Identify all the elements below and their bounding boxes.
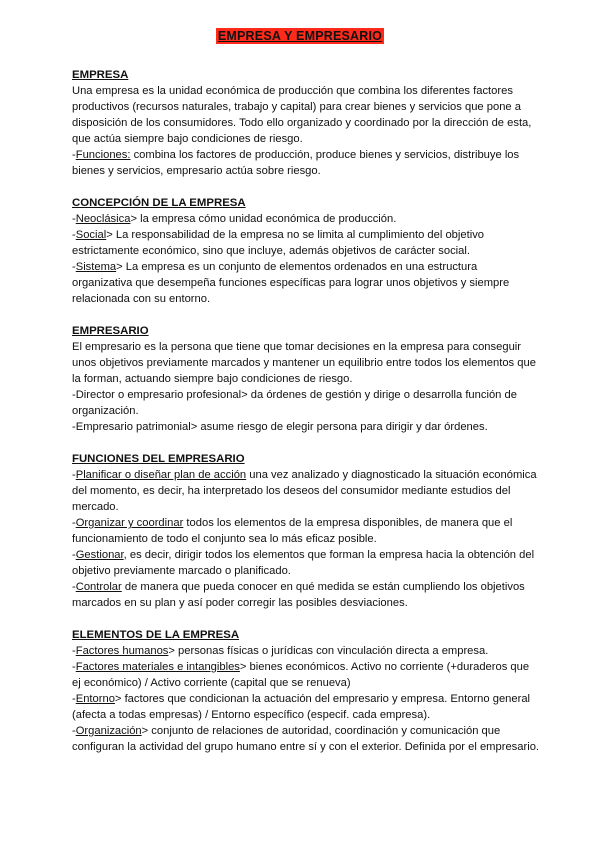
- title-wrap: [60, 28, 540, 45]
- item-prefix: -: [72, 149, 76, 161]
- paragraph: [72, 211, 540, 227]
- item-term: Organización: [75, 725, 142, 737]
- item-term: Funciones:: [75, 149, 131, 161]
- item-text: > conjunto de relaciones de autoridad, coordinación y comunicación que configuran la actividad del grupo humano entre sí y con el exterior. Definida por el empresario.: [72, 725, 540, 753]
- paragraph: [72, 339, 540, 387]
- item-text: de manera que pueda conocer en qué medida se están cumpliendo los objetivos marcados en su plan y así poder corregir las posibles desviaciones.: [72, 581, 525, 609]
- item-term: Gestionar: [75, 549, 124, 561]
- item-prefix: -: [72, 261, 76, 273]
- item-prefix: -: [72, 581, 76, 593]
- item-text: todos los elementos de la empresa disponibles, de manera que el funcionamiento de todo el conjunto sea lo más eficaz posible.: [72, 517, 513, 545]
- item-term: Social: [75, 229, 107, 241]
- item-term: Sistema: [75, 261, 117, 273]
- paragraph: [72, 467, 540, 515]
- item-term: Planificar o diseñar plan de acción: [75, 469, 247, 481]
- paragraph: [72, 643, 540, 659]
- paragraph: [72, 691, 540, 723]
- item-text: El empresario es la persona que tiene que tomar decisiones en la empresa para conseguir unos objetivos previamente marcados y mantener un equilibrio entre todos los elementos que la forman, actuando siempre bajo condiciones de riesgo.: [72, 341, 536, 385]
- item-prefix: -: [72, 549, 76, 561]
- section: [72, 323, 540, 435]
- item-prefix: -: [72, 213, 76, 225]
- item-text: > factores que condicionan la actuación del empresario y empresa. Entorno general (afecta a todas empresas) / Entorno específico (especif. cada empresa).: [72, 693, 531, 721]
- section-heading: FUNCIONES DEL EMPRESARIO: [72, 453, 245, 465]
- item-prefix: -: [72, 229, 76, 241]
- paragraph: [72, 83, 540, 147]
- item-term: Factores humanos: [75, 645, 169, 657]
- section-heading: EMPRESARIO: [72, 325, 149, 337]
- item-text: > personas físicas o jurídicas con vinculación directa a empresa.: [168, 645, 489, 657]
- section: [72, 627, 540, 755]
- item-prefix: -: [72, 661, 76, 673]
- section: [72, 195, 540, 307]
- paragraph: [72, 659, 540, 691]
- item-term: Controlar: [75, 581, 122, 593]
- item-text: > la empresa cómo unidad económica de producción.: [130, 213, 397, 225]
- paragraph: [72, 515, 540, 547]
- paragraph: [72, 147, 540, 179]
- section: [72, 67, 540, 179]
- item-text: , es decir, dirigir todos los elementos que forman la empresa hacia la obtención del objetivo previamente marcado o planificado.: [72, 549, 535, 577]
- item-prefix: -: [72, 693, 76, 705]
- item-prefix: -: [72, 517, 76, 529]
- item-text: combina los factores de producción, produce bienes y servicios, distribuye los bienes y servicios, empresario actúa sobre riesgo.: [72, 149, 520, 177]
- item-text: > La responsabilidad de la empresa no se limita al cumplimiento del objetivo estrictamente económico, sino que incluye, además objetivos de carácter social.: [72, 229, 485, 257]
- document-title: EMPRESA Y EMPRESARIO: [217, 29, 383, 43]
- paragraph: [72, 259, 540, 307]
- item-text: una vez analizado y diagnosticado la situación económica del momento, es decir, ha interpretado los deseos del consumidor mediante estudios del mercado.: [72, 469, 537, 513]
- item-text: -Director o empresario profesional> da órdenes de gestión y dirige o desarrolla función de organización.: [72, 389, 517, 417]
- section: [72, 451, 540, 611]
- paragraph: [72, 579, 540, 611]
- item-term: Organizar y coordinar: [75, 517, 184, 529]
- sections-container: [72, 67, 540, 755]
- item-text: -Empresario patrimonial> asume riesgo de elegir persona para dirigir y dar órdenes.: [72, 421, 488, 433]
- item-text: Una empresa es la unidad económica de producción que combina los diferentes factores productivos (recursos naturales, trabajo y capital) para crear bienes y servicios que pone a disposición de los consumidores. Todo ello organizado y coordinado por la dirección de esta, que actúa siempre bajo condiciones de riesgo.: [72, 85, 532, 145]
- item-term: Factores materiales e intangibles: [75, 661, 240, 673]
- paragraph: [72, 723, 540, 755]
- section-heading: ELEMENTOS DE LA EMPRESA: [72, 629, 240, 641]
- paragraph: [72, 547, 540, 579]
- item-prefix: -: [72, 645, 76, 657]
- item-term: Neoclásica: [75, 213, 131, 225]
- item-term: Entorno: [75, 693, 115, 705]
- paragraph: [72, 227, 540, 259]
- section-heading: CONCEPCIÓN DE LA EMPRESA: [72, 197, 246, 209]
- item-prefix: -: [72, 725, 76, 737]
- item-text: > La empresa es un conjunto de elementos ordenados en una estructura organizativa que desempeña funciones específicas para lograr unos objetivos y siempre relacionada con su entorno.: [72, 261, 510, 305]
- paragraph: [72, 387, 540, 419]
- item-text: > bienes económicos. Activo no corriente (+duraderos que ej económico) / Activo corriente (capital que se renueva): [72, 661, 530, 689]
- paragraph: [72, 419, 540, 435]
- section-heading: EMPRESA: [72, 69, 129, 81]
- item-prefix: -: [72, 469, 76, 481]
